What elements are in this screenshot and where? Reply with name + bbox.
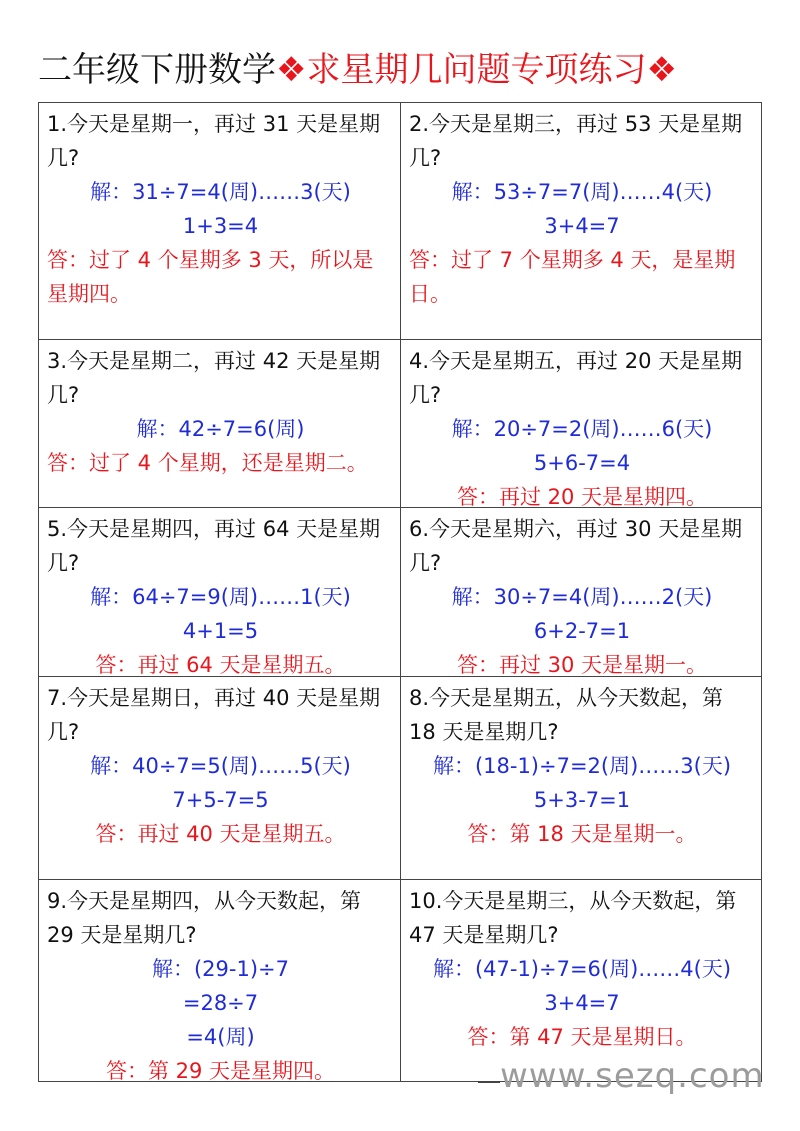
solution-line: 解：53÷7=7(周)……4(天) [451,180,713,204]
problem-question: 4.今天是星期五，再过 20 天是星期几? [409,349,743,407]
problem-answer: 答：再过 20 天是星期四。 [456,485,708,507]
solution-line: 解：40÷7=5(周)……5(天) [90,754,351,778]
problem-cell-5 [39,508,400,676]
worksheet-table [38,102,762,1082]
title-topic: ❖求星期几问题专项练习 [276,50,647,90]
problem-question: 3.今天是星期二，再过 42 天是星期几? [47,349,381,407]
problem-answer: 答：再过 40 天是星期五。 [95,822,346,846]
problem-cell-8 [401,677,761,879]
problem-question: 9.今天是星期四，从今天数起，第 29 天是星期几? [47,889,362,947]
problem-answer: 答：过了 7 个星期多 4 天，是星期日。 [409,248,736,306]
problem-answer: 答：第 47 天是星期日。 [467,1025,697,1049]
page-title [38,44,677,96]
solution-line: 解：(18-1)÷7=2(周)……3(天) [432,754,732,778]
solution-line: 5+6-7=4 [533,451,631,475]
problem-answer: 答：过了 4 个星期多 3 天，所以是星期四。 [47,248,374,306]
solution-line: 6+2-7=1 [533,619,631,643]
solution-line: 解：64÷7=9(周)……1(天) [90,585,351,609]
problem-answer: 答：再过 64 天是星期五。 [95,653,346,676]
problem-answer: 答：第 29 天是星期四。 [105,1059,336,1082]
problem-cell-6 [401,508,761,676]
problem-answer: 答：再过 30 天是星期一。 [456,653,708,676]
problem-question: 2.今天是星期三，再过 53 天是星期几? [409,112,743,170]
solution-line: 解：(29-1)÷7 [151,957,289,981]
solution-line: 7+5-7=5 [172,788,269,812]
solution-line: =28÷7 [182,991,259,1015]
title-grade: 二年级下册数学 [38,50,276,90]
solution-line: 3+4=7 [544,214,620,238]
watermark: www.sezq.com [500,1056,765,1096]
problem-answer: 答：第 18 天是星期一。 [467,822,697,846]
problem-question: 7.今天是星期日，再过 40 天是星期几? [47,686,381,744]
solution-line: 1+3=4 [182,214,259,238]
problem-cell-3 [39,340,400,507]
solution-line: 解：31÷7=4(周)……3(天) [90,180,351,204]
problem-cell-7 [39,677,400,879]
problem-question: 6.今天是星期六，再过 30 天是星期几? [409,517,743,575]
title-ornament: ❖ [646,50,677,90]
problem-cell-4 [401,340,761,507]
problem-cell-9 [39,880,400,1082]
problem-question: 10.今天是星期三，从今天数起，第 47 天是星期几? [409,889,737,947]
problem-question: 1.今天是星期一，再过 31 天是星期几? [47,112,381,170]
solution-line: 3+4=7 [544,991,620,1015]
problem-cell-10 [401,880,761,1082]
solution-line: 解：20÷7=2(周)……6(天) [451,417,713,441]
solution-line: 解：30÷7=4(周)……2(天) [451,585,713,609]
problem-question: 5.今天是星期四，再过 64 天是星期几? [47,517,381,575]
footer-rule [478,1082,500,1083]
problem-cell-2 [401,103,761,339]
solution-line: 解：42÷7=6(周) [136,417,305,441]
solution-line: 4+1=5 [182,619,259,643]
solution-line: 解：(47-1)÷7=6(周)……4(天) [432,957,732,981]
problem-question: 8.今天是星期五，从今天数起，第 18 天是星期几? [409,686,724,744]
solution-line: =4(周) [186,1025,255,1049]
problem-answer: 答：过了 4 个星期，还是星期二。 [47,451,368,475]
solution-line: 5+3-7=1 [533,788,631,812]
problem-cell-1 [39,103,400,339]
